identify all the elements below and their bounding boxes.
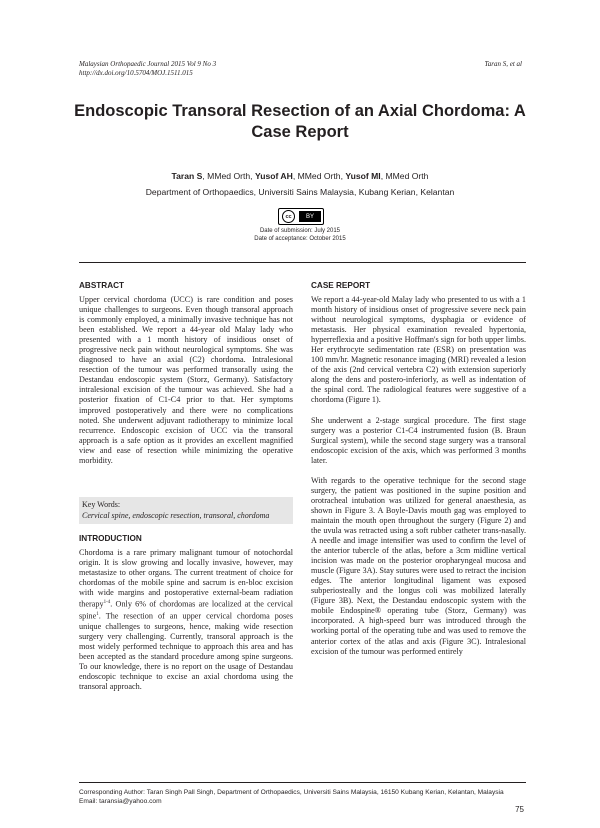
author-3-degree: , MMed Orth bbox=[380, 171, 429, 181]
doi-link[interactable]: http://dx.doi.org/10.5704/MOJ.1511.015 bbox=[79, 69, 193, 77]
running-author: Taran S, et al bbox=[484, 60, 522, 68]
author-2: Yusof AH bbox=[254, 171, 293, 181]
author-3: Yusof MI bbox=[345, 171, 381, 181]
case-report-paragraph-1: We report a 44-year-old Malay lady who presented to us with a 1 month history of insidious onset of progressive severe neck pain without neurological symptoms, dysphagia or evidence of metastasis. Her physical examination revealed hypertonia, hyperreflexia and a positive Hoffman's sign for both upper limbs. Her erythrocyte sedimentation rate (ESR) on presentation was 100 mm/hr. Magnetic resonance imaging (MRI) revealed a lesion of the axis (2nd cervical vertebra C2) with extension superiorly along the dens and postero-inferiorly, as well as indentation of the spinal cord. The radiological features were suggestive of a chordoma (Figure 1). bbox=[311, 295, 526, 405]
creative-commons-icon: cc bbox=[282, 210, 295, 223]
case-report-paragraph-3: With regards to the operative technique for the second stage surgery, the patient was positioned in the supine position and orotracheal intubation was utilized for general anaesthesia, as shown in Figure 3. A Boyle-Davis mouth gag was employed to maintain the mouth open throughout the surgery (Figure 2) and the uvula was retracted using a soft rubber catheter trans-nasally. A needle and image intensifier was used to confirm the level of the anterior tubercle of the atlas, before a 3cm midline vertical incision was made on the posterior oropharyngeal mucosa and muscle (Figure 3A). Stay sutures were used to retract the incision edges. The anterior longitudinal ligament was exposed subperiosteally and the longus coli was mobilized laterally (Figure 3B). Next, the Destandau endoscopic system with the mobile Endospine® operating tube (Storz, Germany) was incorporated. A high-speed burr was introduced through the working portal of the operating tube and was used to remove the anterior cortex of the atlas and axis (Figure 3C). Intralesional excision of the tumour was performed entirely bbox=[311, 475, 526, 656]
case-report-paragraph-2: She underwent a 2-stage surgical procedure. The first stage surgery was a posterior C1-C4 instrumented fusion (B. Braun Surgical system), while the second stage surgery was a transoral endoscopic excision of the axis, which was performed 3 months later. bbox=[311, 415, 526, 465]
introduction-text: Chordoma is a rare primary malignant tumour of notochordal origin. It is slow growing and locally invasive, however, may metastasize to other organs. The current treatment of choice for chordomas of the mobile spine and sacrum is en-bloc excision with wide margins and postoperative external-beam radiation therapy$^{1-4}$. Only 6% of chordomas are localized at the cervical spine$^1$. The resection of an upper cervical chordoma poses unique challenges to surgeons, hence, making wide resection surgery very challenging. Currently, transoral approach is the most widely performed technique to approach this area and has been accepted as the standard procedure among spine surgeons. To our knowledge, there is no report on the usage of Destandau endoscopic technique to excise an axial chordoma using the transoral approach. bbox=[79, 548, 293, 692]
top-divider bbox=[79, 262, 526, 263]
affiliation: Department of Orthopaedics, Universiti Sains Malaysia, Kubang Kerian, Kelantan bbox=[145, 187, 455, 197]
article-title: Endoscopic Transoral Resection of an Axial Chordoma: A Case Report bbox=[74, 102, 526, 141]
introduction-heading: INTRODUCTION bbox=[79, 534, 142, 543]
author-2-degree: , MMed Orth, bbox=[292, 171, 346, 181]
abstract-section bbox=[79, 281, 293, 466]
introduction-section bbox=[79, 534, 293, 692]
footer-correspondence bbox=[79, 788, 526, 806]
running-header-left bbox=[79, 60, 216, 78]
case-report-heading: CASE REPORT bbox=[311, 281, 371, 290]
author-1-degree: , MMed Orth, bbox=[202, 171, 255, 181]
page-number: 75 bbox=[515, 805, 524, 814]
abstract-heading: ABSTRACT bbox=[79, 281, 125, 290]
keywords-label: Key Words: bbox=[82, 500, 121, 509]
citation-1: 1 bbox=[96, 612, 99, 618]
corresponding-author: Corresponding Author: Taran Singh Pall Singh, Department of Orthopaedics, Universiti Sains Malaysia, 16150 Kubang Kerian, Kelantan, Malaysia bbox=[79, 789, 504, 796]
date-acceptance: Date of acceptance: October 2015 bbox=[254, 236, 346, 242]
author-line bbox=[60, 171, 540, 181]
abstract-text: Upper cervical chordoma (UCC) is rare condition and poses unique challenges to surgeons. Even though transoral approach is commonly employed, a minimally invasive technique has not been established. We report a 44-year old Malay lady who presented with a 1 month history of insidious onset of progressive neck pain without neurological symptoms. She was diagnosed to have an axial (C2) chordoma. Intralesional resection of the tumour was performed transorally using the Destandau endoscopic system (Storz, Germany). Satisfactory intralesional excision of the tumour was achieved. She had a posterior fixation of C1-C4 prior to that. Her symptoms improved postoperatively and there were no complications noted. She underwent adjuvant radiotherapy to minimize local recurrence. Endoscopic excision of UCC via the transoral approach is a safe option as it provides an excellent magnified view and ease of resection while minimizing the operative morbidity. bbox=[79, 295, 293, 465]
journal-name: Malaysian Orthopaedic Journal 2015 Vol 9 No 3 bbox=[79, 60, 217, 68]
attribution-icon: BY bbox=[299, 211, 321, 222]
citation-1-4: 1-4 bbox=[103, 600, 111, 606]
corresponding-email[interactable]: Email: taransia@yahoo.com bbox=[79, 798, 162, 805]
author-1: Taran S bbox=[171, 171, 203, 181]
cc-by-license-badge[interactable] bbox=[278, 208, 324, 225]
case-report-section bbox=[311, 281, 526, 657]
keywords-box bbox=[79, 497, 293, 524]
date-submission: Date of submission: July 2015 bbox=[259, 228, 341, 234]
keywords-list: Cervical spine, endoscopic resection, transoral, chordoma bbox=[82, 511, 270, 520]
footer-divider bbox=[79, 782, 526, 783]
submission-dates bbox=[60, 227, 540, 243]
